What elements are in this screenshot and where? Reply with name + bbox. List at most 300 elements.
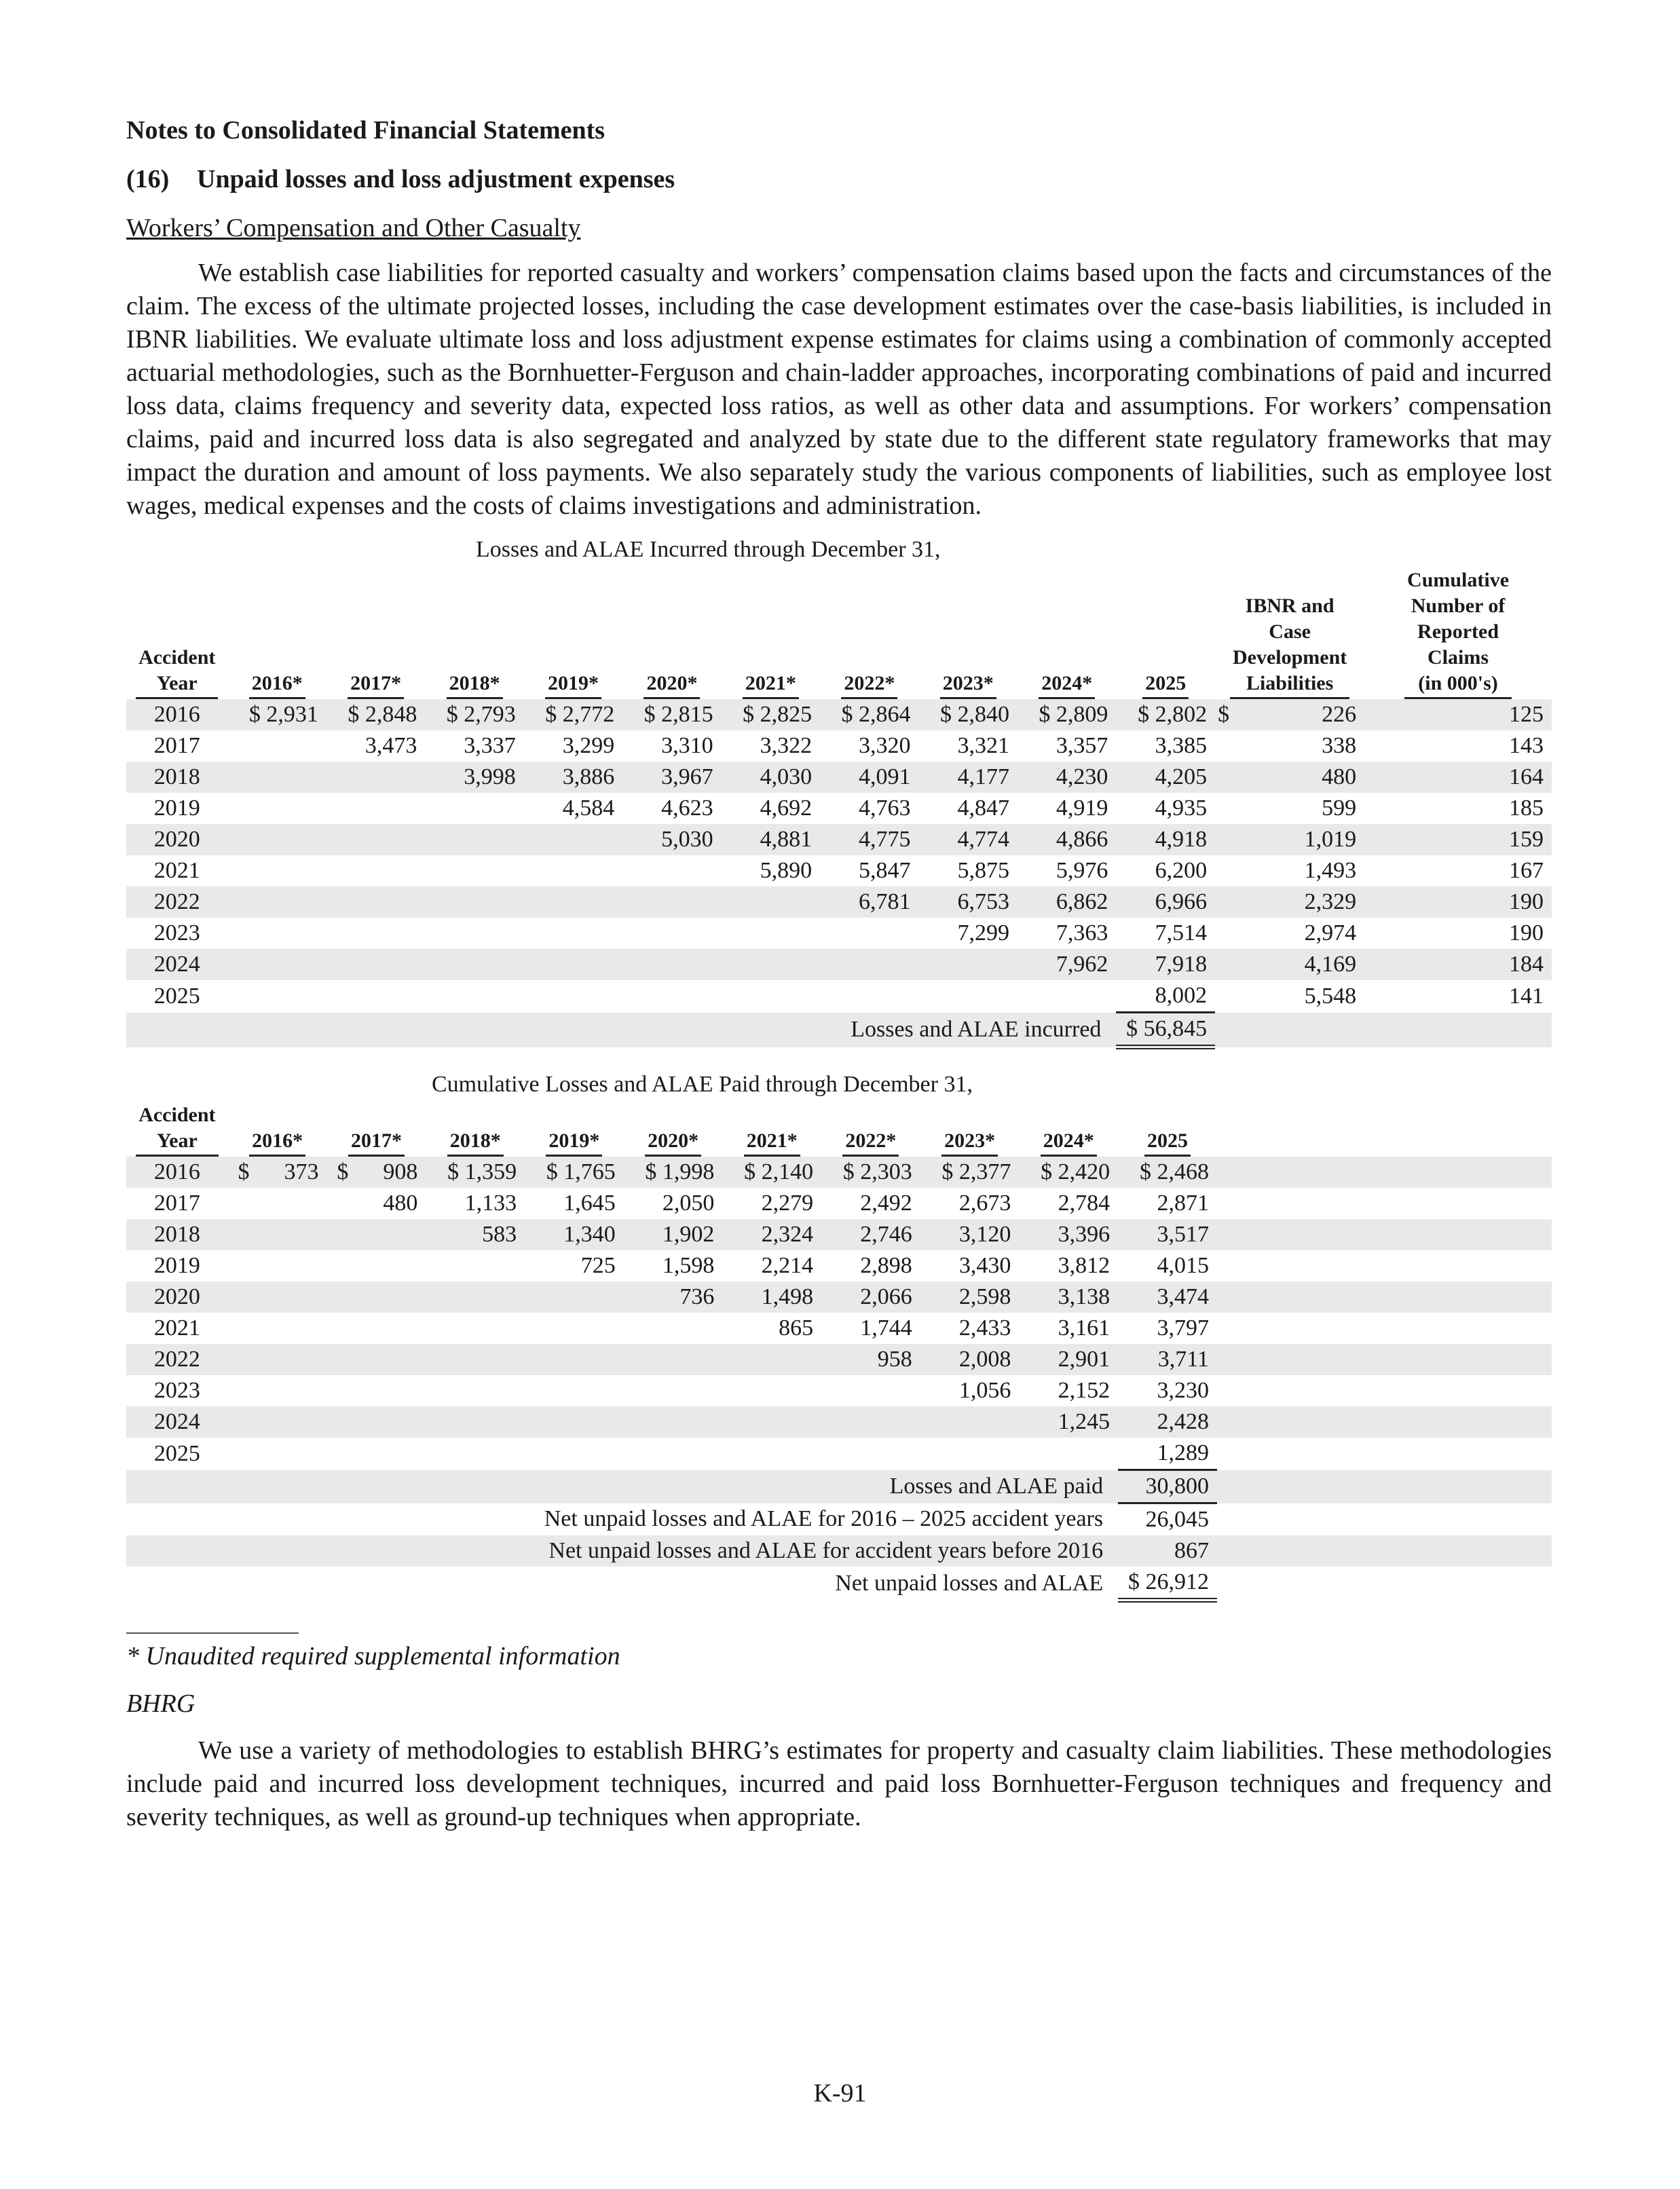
- incurred-cell: 3,967: [622, 762, 721, 793]
- ibnr-value: 1,019: [1215, 824, 1364, 855]
- incurred-cell: 4,847: [957, 796, 1009, 821]
- paid-cell: [624, 1438, 723, 1470]
- incurred-cell: 3,886: [524, 762, 622, 793]
- accident-year: 2017: [153, 733, 200, 758]
- paid-cell: [525, 1406, 624, 1438]
- paid-cell: $ 1,998: [624, 1157, 723, 1188]
- paid-cell: [228, 1219, 327, 1250]
- accident-year: 2021: [153, 858, 200, 883]
- summary-value: 30,800: [1118, 1470, 1217, 1503]
- incurred-cell: 4,030: [722, 762, 820, 793]
- incurred-cell: [227, 793, 326, 824]
- incurred-cell: [524, 918, 622, 949]
- header-year-2021: 2021*: [722, 567, 820, 699]
- paid-cell: [228, 1188, 327, 1219]
- table-row: [126, 1375, 1552, 1406]
- paid-cell: $ 2,377: [920, 1157, 1020, 1188]
- ibnr-value: 480: [1215, 762, 1364, 793]
- incurred-cell: [622, 886, 721, 918]
- bhrg-paragraph: We use a variety of methodologies to establish BHRG’s estimates for property and casualty claim liabilities. These methodologies include paid and incurred loss development techniques, incurred and paid loss Bornhuetter-Ferguson techniques and frequency and severity techniques, as well as ground-up techniques when appropriate.: [126, 1736, 1552, 1831]
- paid-cell: [722, 1406, 821, 1438]
- paid-cell: 1,133: [464, 1191, 517, 1216]
- incurred-cell: 6,200: [1155, 858, 1208, 883]
- paid-cell: 2,152: [1058, 1378, 1110, 1403]
- header-year-2018: 2018*: [426, 1102, 525, 1157]
- incurred-cell: [524, 855, 622, 886]
- header-year-2024: 2024*: [1018, 567, 1116, 699]
- incurred-cell: 4,881: [722, 824, 820, 855]
- incurred-cell: 6,966: [1116, 886, 1215, 918]
- incurred-cell: 3,357: [1056, 733, 1108, 758]
- incurred-cell: 3,473: [365, 733, 417, 758]
- incurred-cell: [722, 918, 820, 949]
- bhrg-title: BHRG: [126, 1689, 195, 1718]
- table-row: [126, 1250, 1552, 1281]
- paid-cell: 1,598: [662, 1253, 715, 1278]
- incurred-cell: 3,321: [957, 733, 1009, 758]
- incurred-cell: [227, 949, 326, 980]
- paid-cell: 2,673: [958, 1191, 1011, 1216]
- summary-value: 26,045: [1145, 1507, 1209, 1532]
- accident-year: 2016: [126, 1157, 228, 1188]
- incurred-cell: [227, 762, 326, 793]
- incurred-cell: [425, 793, 523, 824]
- incurred-total-label: Losses and ALAE incurred: [126, 1013, 1116, 1047]
- paid-cell: 1,289: [1118, 1438, 1217, 1470]
- table-row: [126, 1219, 1552, 1250]
- header-year-2022: 2022*: [821, 1102, 920, 1157]
- section-number: (16): [126, 165, 170, 193]
- claims-value: 159: [1364, 824, 1552, 855]
- table-row: [126, 1188, 1552, 1219]
- claims-value: 185: [1509, 796, 1544, 821]
- table-row: [126, 1281, 1552, 1313]
- incurred-cell: 4,918: [1116, 824, 1215, 855]
- incurred-cell: [622, 949, 721, 980]
- incurred-cell: [722, 949, 820, 980]
- incurred-cell: $ 2,815: [622, 699, 721, 730]
- incurred-cell: $ 2,931: [227, 699, 326, 730]
- incurred-cell: [425, 918, 523, 949]
- incurred-cell: 5,875: [957, 858, 1009, 883]
- accident-year: 2022: [126, 1344, 228, 1375]
- claims-value: 143: [1509, 733, 1544, 758]
- table-row: [126, 918, 1552, 949]
- paid-cell: 2,492: [860, 1191, 912, 1216]
- incurred-cell: [326, 918, 425, 949]
- paid-cell: [1019, 1438, 1118, 1470]
- paid-cell: 3,812: [1058, 1253, 1110, 1278]
- ibnr-value: 2,329: [1215, 886, 1364, 918]
- paid-cell: [920, 1438, 1020, 1470]
- incurred-cell: [326, 855, 425, 886]
- header-year-2025: 2025: [1118, 1102, 1217, 1157]
- paid-cell: [624, 1375, 723, 1406]
- paid-cell: 2,871: [1157, 1191, 1209, 1216]
- incurred-cell: 5,976: [1056, 858, 1108, 883]
- header-ibnr: IBNR and Case Development Liabilities: [1215, 567, 1364, 699]
- paid-cell: 3,797: [1157, 1315, 1209, 1341]
- accident-year: 2020: [126, 1281, 228, 1313]
- header-year-2019: 2019*: [524, 567, 622, 699]
- header-year-2017: 2017*: [326, 567, 425, 699]
- claims-value: 141: [1509, 983, 1544, 1009]
- incurred-cell: [820, 918, 918, 949]
- accident-year: 2018: [126, 762, 227, 793]
- paid-cell: [525, 1438, 624, 1470]
- incurred-cell: [425, 949, 523, 980]
- incurred-cell: 7,363: [1056, 920, 1108, 946]
- incurred-total-row: [126, 1013, 1552, 1047]
- paid-cell: 2,598: [920, 1281, 1020, 1313]
- table-row: [126, 886, 1552, 918]
- incurred-cell: 6,781: [820, 886, 918, 918]
- paid-cell: [525, 1344, 624, 1375]
- incurred-table: [126, 567, 1552, 1049]
- accident-year: 2016: [126, 699, 227, 730]
- header-year-2016: 2016*: [227, 567, 326, 699]
- header-accident-year: Accident Year: [126, 1102, 228, 1157]
- header-accident-year: Accident Year: [126, 567, 227, 699]
- paid-cell: [327, 1281, 426, 1313]
- paid-cell: 2,008: [920, 1344, 1020, 1375]
- incurred-cell: 5,890: [760, 858, 813, 883]
- header-year-2020: 2020*: [622, 567, 721, 699]
- accident-year: 2019: [153, 1253, 200, 1278]
- paid-cell: $ 908: [327, 1157, 426, 1188]
- paid-cell: [624, 1344, 723, 1375]
- table-row: [126, 1344, 1552, 1375]
- claims-value: 167: [1509, 858, 1544, 883]
- header-year-2017: 2017*: [327, 1102, 426, 1157]
- incurred-cell: 4,763: [859, 796, 911, 821]
- incurred-cell: [524, 824, 622, 855]
- incurred-cell: 5,030: [622, 824, 721, 855]
- footnote-divider: [126, 1632, 299, 1634]
- table-row: [126, 824, 1552, 855]
- summary-row: [126, 1470, 1552, 1503]
- paid-cell: [525, 1313, 624, 1344]
- paid-cell: [426, 1438, 525, 1470]
- summary-label: Net unpaid losses and ALAE for 2016 – 2025 accident years: [544, 1506, 1104, 1532]
- incurred-cell: 4,091: [820, 762, 918, 793]
- paid-cell: $ 2,468: [1118, 1157, 1217, 1188]
- paid-cell: $ 2,140: [722, 1157, 821, 1188]
- incurred-cell: [919, 949, 1018, 980]
- incurred-cell: [326, 793, 425, 824]
- paid-cell: 2,428: [1118, 1406, 1217, 1438]
- ibnr-value: 1,493: [1304, 858, 1357, 883]
- paid-cell: [327, 1406, 426, 1438]
- incurred-cell: 7,514: [1155, 920, 1208, 946]
- paid-cell: $ 1,359: [426, 1157, 525, 1188]
- paid-cell: 958: [821, 1344, 920, 1375]
- incurred-cell: [326, 949, 425, 980]
- paid-cell: [327, 1438, 426, 1470]
- paid-cell: 3,474: [1118, 1281, 1217, 1313]
- header-claims: Cumulative Number of Reported Claims (in 000's): [1364, 567, 1552, 699]
- header-year-2019: 2019*: [525, 1102, 624, 1157]
- incurred-cell: [820, 949, 918, 980]
- incurred-cell: 3,385: [1155, 733, 1208, 758]
- incurred-cell: 3,322: [760, 733, 813, 758]
- paid-cell: 2,279: [761, 1191, 814, 1216]
- paid-cell: 1,744: [860, 1315, 912, 1341]
- header-year-2021: 2021*: [722, 1102, 821, 1157]
- paid-cell: 1,645: [563, 1191, 616, 1216]
- incurred-cell: [425, 824, 523, 855]
- incurred-cell: 7,299: [957, 920, 1009, 946]
- table-row: [126, 1313, 1552, 1344]
- table-row: [126, 1438, 1552, 1470]
- incurred-cell: 4,919: [1056, 796, 1108, 821]
- incurred-cell: [227, 855, 326, 886]
- incurred-total-value: $ 56,845: [1116, 1013, 1215, 1047]
- table-row: [126, 949, 1552, 980]
- paid-cell: [426, 1375, 525, 1406]
- accident-year: 2025: [153, 983, 200, 1009]
- paid-cell: 3,138: [1019, 1281, 1118, 1313]
- paid-cell: 1,340: [525, 1219, 624, 1250]
- incurred-cell: [227, 918, 326, 949]
- paid-cell: 3,161: [1058, 1315, 1110, 1341]
- paid-cell: 3,396: [1019, 1219, 1118, 1250]
- paid-cell: 2,784: [1058, 1191, 1110, 1216]
- incurred-cell: 4,230: [1018, 762, 1116, 793]
- paid-cell: 3,230: [1157, 1378, 1209, 1403]
- accident-year: 2017: [153, 1191, 200, 1216]
- paid-cell: $ 373: [228, 1157, 327, 1188]
- table-row: [126, 793, 1552, 824]
- table-row: [126, 1406, 1552, 1438]
- paid-cell: 725: [580, 1253, 616, 1278]
- paid-cell: 2,898: [860, 1253, 912, 1278]
- incurred-cell: [227, 824, 326, 855]
- header-year-2018: 2018*: [425, 567, 523, 699]
- incurred-cell: [919, 980, 1018, 1013]
- summary-row: [126, 1567, 1552, 1601]
- claims-value: 190: [1364, 886, 1552, 918]
- incurred-cell: 3,998: [425, 762, 523, 793]
- summary-label: Net unpaid losses and ALAE: [835, 1570, 1104, 1596]
- paid-cell: [821, 1438, 920, 1470]
- paid-cell: [525, 1281, 624, 1313]
- paid-cell: [327, 1313, 426, 1344]
- paid-cell: 865: [779, 1315, 814, 1341]
- paid-cell: 1,056: [958, 1378, 1011, 1403]
- paid-cell: [327, 1375, 426, 1406]
- summary-label: Net unpaid losses and ALAE for accident years before 2016: [126, 1535, 1118, 1567]
- paid-cell: [426, 1313, 525, 1344]
- incurred-cell: 8,002: [1116, 980, 1215, 1013]
- incurred-cell: 3,299: [562, 733, 615, 758]
- claims-value: 190: [1509, 920, 1544, 946]
- paid-cell: 1,498: [722, 1281, 821, 1313]
- paid-cell: 583: [426, 1219, 525, 1250]
- header-year-2023: 2023*: [919, 567, 1018, 699]
- accident-year: 2018: [126, 1219, 228, 1250]
- incurred-header-row: [126, 567, 1552, 699]
- paid-cell: [624, 1406, 723, 1438]
- incurred-cell: $ 2,772: [524, 699, 622, 730]
- incurred-cell: 4,935: [1155, 796, 1208, 821]
- incurred-cell: 4,866: [1018, 824, 1116, 855]
- incurred-cell: [820, 980, 918, 1013]
- incurred-cell: 3,320: [859, 733, 911, 758]
- paid-cell: [426, 1250, 525, 1281]
- page-number: K-91: [813, 2079, 867, 2108]
- paid-cell: [228, 1344, 327, 1375]
- accident-year: 2022: [126, 886, 227, 918]
- paid-cell: [426, 1344, 525, 1375]
- paid-cell: [228, 1406, 327, 1438]
- incurred-cell: $ 2,809: [1018, 699, 1116, 730]
- paid-cell: [426, 1281, 525, 1313]
- incurred-cell: [524, 980, 622, 1013]
- paid-table-section: [126, 1070, 1552, 1603]
- incurred-cell: [227, 980, 326, 1013]
- incurred-cell: 6,753: [919, 886, 1018, 918]
- incurred-cell: 4,205: [1116, 762, 1215, 793]
- incurred-cell: [227, 886, 326, 918]
- paid-cell: 3,711: [1118, 1344, 1217, 1375]
- ibnr-value: 2,974: [1304, 920, 1357, 946]
- summary-value: 867: [1118, 1535, 1217, 1567]
- paid-cell: [327, 1219, 426, 1250]
- incurred-cell: [622, 918, 721, 949]
- incurred-table-section: [126, 535, 1552, 1049]
- table-row: [126, 980, 1552, 1013]
- paid-cell: 1,245: [1019, 1406, 1118, 1438]
- accident-year: 2021: [153, 1315, 200, 1341]
- paid-cell: $ 1,765: [525, 1157, 624, 1188]
- paid-cell: 3,120: [920, 1219, 1020, 1250]
- incurred-cell: [227, 730, 326, 762]
- paid-cell: 4,015: [1157, 1253, 1209, 1278]
- incurred-cell: [524, 949, 622, 980]
- accident-year: 2025: [153, 1440, 200, 1466]
- section-title: Unpaid losses and loss adjustment expenses: [197, 165, 675, 193]
- paid-cell: [426, 1406, 525, 1438]
- paid-cell: [624, 1313, 723, 1344]
- paid-cell: [821, 1375, 920, 1406]
- claims-value: 164: [1364, 762, 1552, 793]
- paid-cell: [228, 1375, 327, 1406]
- paid-cell: 480: [383, 1191, 418, 1216]
- incurred-cell: [326, 824, 425, 855]
- accident-year: 2023: [153, 1378, 200, 1403]
- paid-cell: [821, 1406, 920, 1438]
- section-heading: [126, 163, 1552, 195]
- paid-cell: [722, 1375, 821, 1406]
- incurred-cell: 6,862: [1018, 886, 1116, 918]
- ibnr-value: 4,169: [1215, 949, 1364, 980]
- paid-cell: [228, 1281, 327, 1313]
- header-year-2025: 2025: [1116, 567, 1215, 699]
- incurred-cell: [524, 886, 622, 918]
- paid-cell: [722, 1344, 821, 1375]
- incurred-cell: $ 2,825: [722, 699, 820, 730]
- summary-label: Losses and ALAE paid: [126, 1470, 1118, 1503]
- paid-cell: 2,746: [821, 1219, 920, 1250]
- table-row: [126, 762, 1552, 793]
- incurred-cell: [326, 980, 425, 1013]
- paid-cell: $ 2,420: [1019, 1157, 1118, 1188]
- ibnr-value: 338: [1322, 733, 1357, 758]
- accident-year: 2024: [126, 1406, 228, 1438]
- paid-cell: [722, 1438, 821, 1470]
- ibnr-value: 599: [1322, 796, 1357, 821]
- paid-cell: 3,517: [1118, 1219, 1217, 1250]
- incurred-cell: [722, 886, 820, 918]
- incurred-cell: 3,337: [464, 733, 516, 758]
- header-year-2022: 2022*: [820, 567, 918, 699]
- accident-year: 2024: [126, 949, 227, 980]
- accident-year: 2023: [153, 920, 200, 946]
- incurred-cell: [326, 886, 425, 918]
- paid-cell: [228, 1250, 327, 1281]
- claims-value: 125: [1364, 699, 1552, 730]
- incurred-cell: 7,962: [1018, 949, 1116, 980]
- incurred-cell: [425, 855, 523, 886]
- paid-cell: 2,214: [761, 1253, 814, 1278]
- incurred-cell: 4,692: [760, 796, 813, 821]
- table-row: [126, 699, 1552, 730]
- incurred-cell: 4,775: [820, 824, 918, 855]
- paid-cell: [920, 1406, 1020, 1438]
- paid-cell: 2,324: [722, 1219, 821, 1250]
- page-content: [126, 114, 1552, 1834]
- summary-value: $ 26,912: [1118, 1567, 1217, 1601]
- incurred-cell: [622, 855, 721, 886]
- incurred-cell: 5,847: [859, 858, 911, 883]
- incurred-cell: 4,584: [562, 796, 615, 821]
- paid-cell: 2,901: [1019, 1344, 1118, 1375]
- incurred-cell: $ 2,802: [1116, 699, 1215, 730]
- paid-cell: [228, 1313, 327, 1344]
- paid-cell: 2,066: [821, 1281, 920, 1313]
- header-year-2020: 2020*: [624, 1102, 723, 1157]
- incurred-cell: 4,623: [661, 796, 713, 821]
- header-year-2023: 2023*: [920, 1102, 1020, 1157]
- paid-cell: $ 2,303: [821, 1157, 920, 1188]
- accident-year: 2020: [126, 824, 227, 855]
- paid-cell: 3,430: [958, 1253, 1011, 1278]
- incurred-cell: [425, 980, 523, 1013]
- incurred-cell: [622, 980, 721, 1013]
- incurred-cell: [722, 980, 820, 1013]
- incurred-cell: $ 2,793: [425, 699, 523, 730]
- incurred-caption: Losses and ALAE Incurred through December 31,: [476, 537, 941, 562]
- paid-cell: 1,902: [624, 1219, 723, 1250]
- incurred-cell: 3,310: [661, 733, 713, 758]
- footnote: * Unaudited required supplemental information: [126, 1642, 620, 1670]
- accident-year: 2019: [153, 796, 200, 821]
- intro-paragraph: We establish case liabilities for reported casualty and workers’ compensation claims based upon the facts and circumstances of the claim. The excess of the ultimate projected losses, including the case development estimates over the case-basis liabilities, is included in IBNR liabilities. We evaluate ultimate loss and loss adjustment expense estimates for claims using a combination of commonly accepted actuarial methodologies, such as the Bornhuetter-Ferguson and chain-ladder approaches, incorporating combinations of paid and incurred loss data, claims frequency and severity data, expected loss ratios, as well as other data and assumptions. For workers’ compensation claims, paid and incurred loss data is also segregated and analyzed by state due to the different state regulatory frameworks that may impact the duration and amount of loss payments. We also separately study the various components of liabilities, such as employee lost wages, medical expenses and the costs of claims investigations and administration.: [126, 259, 1552, 520]
- paid-cell: 2,050: [662, 1191, 715, 1216]
- incurred-cell: [326, 762, 425, 793]
- paid-cell: [327, 1250, 426, 1281]
- table-row: [126, 1157, 1552, 1188]
- incurred-cell: 4,774: [919, 824, 1018, 855]
- ibnr-value: 5,548: [1304, 983, 1357, 1009]
- paid-table: [126, 1102, 1552, 1603]
- subsection-title: Workers’ Compensation and Other Casualty: [126, 214, 581, 242]
- incurred-cell: [1018, 980, 1116, 1013]
- header-year-2024: 2024*: [1019, 1102, 1118, 1157]
- incurred-cell: $ 2,848: [326, 699, 425, 730]
- summary-row: [126, 1503, 1552, 1536]
